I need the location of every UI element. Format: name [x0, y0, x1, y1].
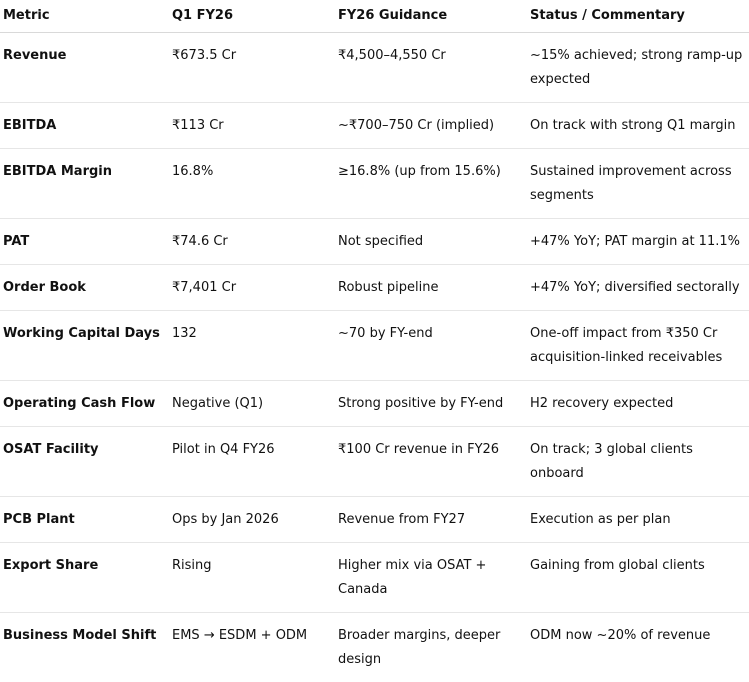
metric-cell: Export Share [3, 558, 99, 573]
q1-cell: Pilot in Q4 FY26 [172, 442, 275, 457]
header-q1: Q1 FY26 [172, 8, 234, 23]
metric-cell: EBITDA Margin [3, 164, 113, 179]
table-row [0, 33, 749, 103]
q1-cell: 132 [172, 326, 197, 341]
status-cell: On track; 3 global clients onboard [530, 442, 693, 481]
q1-cell: ₹7,401 Cr [172, 280, 237, 295]
q1-cell: Ops by Jan 2026 [172, 512, 279, 527]
metric-cell: Working Capital Days [3, 326, 160, 341]
table-header-row [0, 0, 749, 33]
status-cell: Sustained improvement across segments [530, 164, 732, 203]
status-cell: Gaining from global clients [530, 558, 705, 573]
guidance-cell: Robust pipeline [338, 280, 439, 295]
table-row [0, 311, 749, 381]
table-row [0, 497, 749, 543]
metric-cell: OSAT Facility [3, 442, 99, 457]
metric-cell: Order Book [3, 280, 86, 295]
guidance-cell: Revenue from FY27 [338, 512, 466, 527]
guidance-cell: Not specified [338, 234, 424, 249]
status-cell: +47% YoY; PAT margin at 11.1% [530, 234, 740, 249]
q1-cell: 16.8% [172, 164, 214, 179]
metric-cell: EBITDA [3, 118, 57, 133]
table-row [0, 265, 749, 311]
table-row [0, 381, 749, 427]
q1-cell: ₹74.6 Cr [172, 234, 228, 249]
metric-cell: PAT [3, 234, 30, 249]
q1-cell: Negative (Q1) [172, 396, 264, 411]
guidance-cell: Broader margins, deeper design [338, 628, 501, 667]
status-cell: On track with strong Q1 margin [530, 118, 736, 133]
status-cell: +47% YoY; diversified sectorally [530, 280, 740, 295]
q1-cell: Rising [172, 558, 212, 573]
status-cell: ODM now ~20% of revenue [530, 628, 711, 643]
guidance-cell: Higher mix via OSAT + Canada [338, 558, 487, 597]
status-cell: ~15% achieved; strong ramp-up expected [530, 48, 743, 87]
q1-cell: ₹113 Cr [172, 118, 224, 133]
guidance-cell: ~₹700–750 Cr (implied) [338, 118, 495, 133]
guidance-cell: ₹100 Cr revenue in FY26 [338, 442, 500, 457]
status-cell: H2 recovery expected [530, 396, 674, 411]
header-metric: Metric [3, 8, 50, 23]
q1-cell: ₹673.5 Cr [172, 48, 237, 63]
metric-cell: Revenue [3, 48, 67, 63]
table-row [0, 427, 749, 497]
status-cell: Execution as per plan [530, 512, 671, 527]
table-row [0, 219, 749, 265]
guidance-cell: Strong positive by FY-end [338, 396, 504, 411]
status-cell: One-off impact from ₹350 Cr acquisition-linked receivables [530, 326, 723, 365]
q1-cell: EMS → ESDM + ODM [172, 628, 308, 643]
header-guidance: FY26 Guidance [338, 8, 448, 23]
metric-cell: Operating Cash Flow [3, 396, 156, 411]
guidance-cell: ₹4,500–4,550 Cr [338, 48, 446, 63]
table-row [0, 149, 749, 219]
table-row [0, 613, 749, 682]
guidance-cell: ~70 by FY-end [338, 326, 433, 341]
guidance-cell: ≥16.8% (up from 15.6%) [338, 164, 501, 179]
table-row [0, 103, 749, 149]
table-row [0, 543, 749, 613]
metric-cell: Business Model Shift [3, 628, 157, 643]
header-status: Status / Commentary [530, 8, 685, 23]
metric-cell: PCB Plant [3, 512, 75, 527]
